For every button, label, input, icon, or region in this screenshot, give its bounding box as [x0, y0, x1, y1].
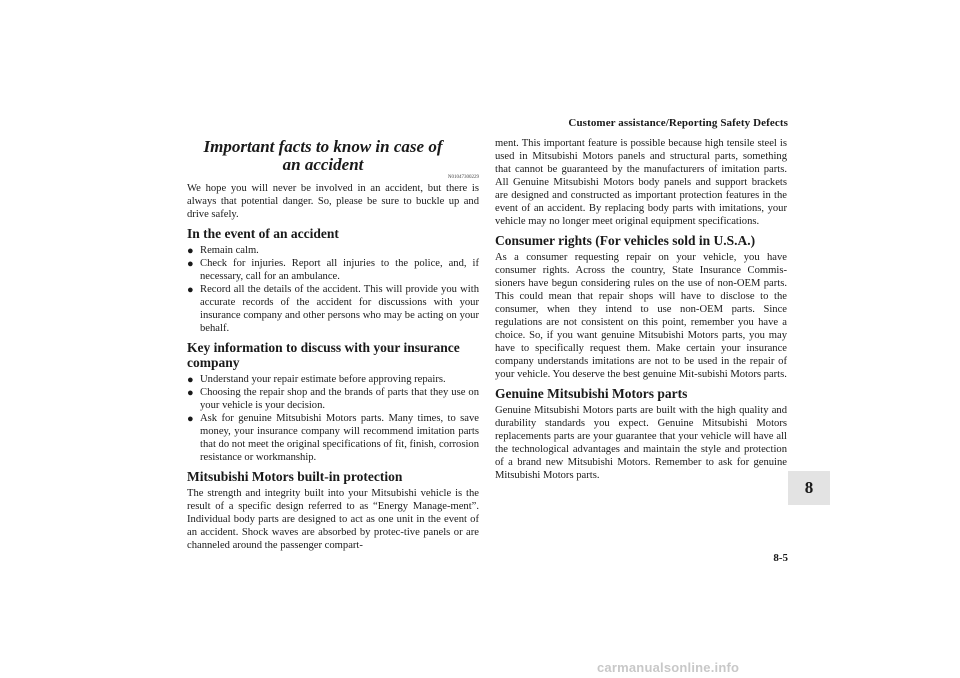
document-code: N01047300229 [447, 175, 479, 180]
accident-steps-list [187, 244, 479, 335]
list-item: ● Ask for genuine Mitsubishi Motors parts. Many times, to save money, your insurance company will recommend imitation parts that do not meet the original specifications of fit, finish, corrosion resistance or workmanship. [187, 413, 479, 463]
heading-consumer-rights: Consumer rights (For vehicles sold in U.S.A.) [495, 233, 756, 248]
insurance-tips-list [187, 373, 479, 464]
bullet-icon: ● [187, 374, 194, 386]
list-item: ● Remain calm. [187, 245, 259, 257]
bullet-icon: ● [187, 284, 194, 296]
bullet-icon: ● [187, 245, 194, 257]
left-column [187, 130, 479, 552]
page-title-line1: Important facts to know in case of [203, 137, 443, 156]
list-item: ● Choosing the repair shop and the brands of parts that they use on your vehicle is your decision. [187, 387, 479, 411]
bullet-icon: ● [187, 258, 194, 270]
consumer-rights-paragraph: As a consumer requesting repair on your vehicle, you have consumer rights. Across the country, State Insurance Commis-sioners have begun considering rules on the use of non-OEM parts. This could mean that repair shops will have to disclose to the consumer, when they intend to use non-OEM parts. Since regulations are not consistent on this point, remember you have a choice. So, if you want genuine Mitsubishi Motors parts, you may have to specifically request them. Make certain your insurance company understands imitations are not to be used in the repair of your vehicle. You deserve the best genuine Mit-subishi Motors parts. [495, 252, 787, 380]
page-title-line2: an accident [282, 155, 364, 174]
heading-in-the-event: In the event of an accident [187, 226, 339, 241]
continuation-paragraph: ment. This important feature is possible because high tensile steel is used in Mitsubishi Motors panels and structural parts, something that cannot be guaranteed by the manufacturers of imitation parts. All Genuine Mitsubishi Motors body panels and support brackets are designed and constructed as important protection features in the event of an accident. By replacing body parts with imitations, your vehicle may no longer meet original equipment specifications. [495, 138, 787, 227]
bullet-icon: ● [187, 413, 194, 425]
genuine-parts-paragraph: Genuine Mitsubishi Motors parts are built with the high quality and durability standards you expect. Genuine Mitsubishi Motors replacements parts are your guarantee that your vehicle will have all the technological advantages and maintain the style and protection of a brand new Mitsubishi Motors. Remember to ask for genuine Mitsubishi Motors parts. [495, 405, 787, 481]
right-column [495, 137, 787, 482]
heading-genuine-parts: Genuine Mitsubishi Motors parts [495, 386, 688, 401]
bullet-icon: ● [187, 387, 194, 399]
page-title [187, 138, 479, 174]
intro-paragraph: We hope you will never be involved in an accident, but there is always that potential danger. So, please be sure to buckle up and drive safely. [187, 183, 479, 220]
heading-built-in-protection: Mitsubishi Motors built-in protection [187, 469, 403, 484]
heading-key-information: Key information to discuss with your insurance company [187, 340, 460, 370]
chapter-tab: 8 [788, 471, 830, 505]
page-number: 8-5 [773, 552, 788, 564]
list-item: ● Check for injuries. Report all injuries to the police, and, if necessary, call for an ambulance. [187, 258, 479, 282]
list-item: ● Understand your repair estimate before approving repairs. [187, 374, 446, 386]
protection-paragraph: The strength and integrity built into your Mitsubishi vehicle is the result of a specific design referred to as “Energy Manage-ment”. Individual body parts are designed to act as one unit in the event of an accident. Shock waves are absorbed by protec-tive panels or are channeled around the passenger compart- [187, 488, 479, 551]
watermark: carmanualsonline.info [597, 660, 740, 675]
running-header: Customer assistance/Reporting Safety Defects [568, 117, 788, 129]
list-item: ● Record all the details of the accident. This will provide you with accurate records of the accident for discussions with your insurance company and other persons who may be acting on your behalf. [187, 284, 479, 334]
